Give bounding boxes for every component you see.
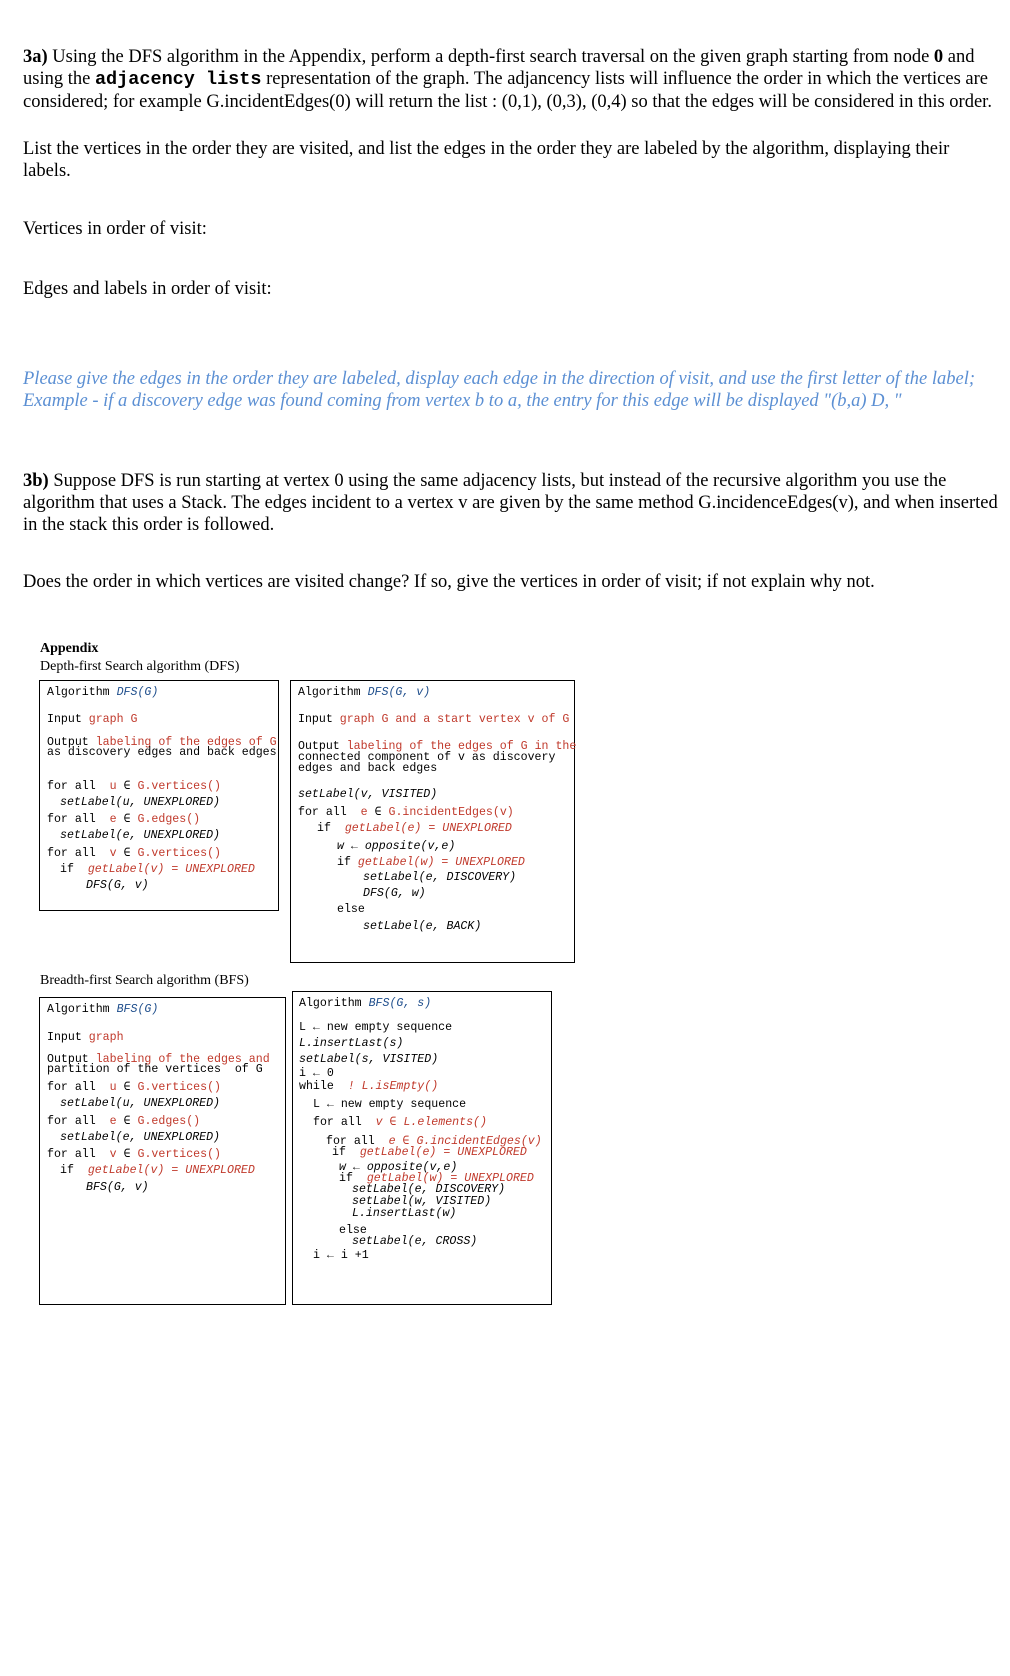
- appendix-title: Appendix: [40, 641, 99, 656]
- code-line: setLabel(s, VISITED): [299, 1053, 439, 1066]
- code-line: setLabel(e, UNEXPLORED): [60, 1131, 221, 1144]
- code-line: w ← opposite(v,e): [339, 1161, 458, 1174]
- q3b-question: Does the order in which vertices are visited change? If so, give the vertices in order of visit; if not explain why not.: [23, 572, 875, 592]
- code-line: for all e ∈ G.edges(): [47, 813, 201, 826]
- code-line: Input graph G and a start vertex v of G: [298, 713, 570, 726]
- bfs-heading: Breadth-first Search algorithm (BFS): [40, 973, 249, 988]
- bfs-main-box: [39, 997, 286, 1305]
- code-line: else: [339, 1224, 367, 1237]
- code-line: L.insertLast(s): [299, 1037, 404, 1050]
- code-line: if getLabel(w) = UNEXPLORED: [337, 856, 525, 869]
- code-line: Algorithm DFS(G): [47, 686, 159, 699]
- code-line: w ← opposite(v,e): [337, 840, 456, 853]
- code-line: for all v ∈ G.vertices(): [47, 1148, 222, 1161]
- code-line: Input graph: [47, 1031, 124, 1044]
- code-line: for all u ∈ G.vertices(): [47, 1081, 222, 1094]
- code-line: DFS(G, w): [363, 887, 426, 900]
- code-line: if getLabel(v) = UNEXPLORED: [60, 863, 255, 876]
- code-line: for all v ∈ G.vertices(): [47, 847, 222, 860]
- code-line: Input graph G: [47, 713, 138, 726]
- code-line: if getLabel(e) = UNEXPLORED: [332, 1146, 527, 1159]
- code-line: setLabel(e, DISCOVERY): [352, 1183, 506, 1196]
- bfs-rec-box: [292, 991, 552, 1305]
- code-line: for all v ∈ L.elements(): [313, 1116, 487, 1129]
- dfs-rec-box: [290, 680, 575, 963]
- code-line: Output labeling of the edges of G: [47, 736, 277, 749]
- code-line: setLabel(u, UNEXPLORED): [60, 796, 221, 809]
- code-line: setLabel(e, CROSS): [352, 1235, 478, 1248]
- code-line: L ← new empty sequence: [313, 1098, 467, 1111]
- code-line: i ← 0: [299, 1067, 334, 1080]
- code-line: if getLabel(e) = UNEXPLORED: [317, 822, 512, 835]
- code-line: setLabel(e, BACK): [363, 920, 482, 933]
- code-line: Algorithm BFS(G, s): [299, 997, 432, 1010]
- code-line: edges and back edges: [298, 762, 438, 775]
- code-line: partition of the vertices of G: [47, 1063, 263, 1076]
- code-line: for all e ∈ G.incidentEdges(v): [298, 806, 514, 819]
- code-line: L.insertLast(w): [352, 1207, 457, 1220]
- code-line: setLabel(e, DISCOVERY): [363, 871, 517, 884]
- code-line: if getLabel(w) = UNEXPLORED: [339, 1172, 534, 1185]
- code-line: as discovery edges and back edges: [47, 746, 277, 759]
- code-line: connected component of v as discovery: [298, 751, 556, 764]
- code-line: Algorithm DFS(G, v): [298, 686, 431, 699]
- code-line: BFS(G, v): [86, 1181, 149, 1194]
- code-line: setLabel(u, UNEXPLORED): [60, 1097, 221, 1110]
- vertices-label: Vertices in order of visit:: [23, 219, 207, 239]
- q3a-hint: Please give the edges in the order they are labeled, display each edge in the direction of visit, and use the first letter of the label; Example - if a discovery edge was found coming from vertex b to a, the entry for this edge will be displayed "(b,a) D, ": [23, 369, 975, 411]
- code-line: for all u ∈ G.vertices(): [47, 780, 222, 793]
- code-line: if getLabel(v) = UNEXPLORED: [60, 1164, 255, 1177]
- code-line: Output labeling of the edges of G in the: [298, 740, 577, 753]
- code-line: Output labeling of the edges and: [47, 1053, 270, 1066]
- code-line: setLabel(e, UNEXPLORED): [60, 829, 221, 842]
- code-line: Algorithm BFS(G): [47, 1003, 159, 1016]
- q3a-instruction: List the vertices in the order they are visited, and list the edges in the order they are labeled by the algorithm, displaying their labels.: [23, 139, 950, 181]
- code-line: L ← new empty sequence: [299, 1021, 453, 1034]
- q3a-statement: 3a) Using the DFS algorithm in the Appendix, perform a depth-first search traversal on the given graph starting from node 0 and using the adjacency lists representation of the graph. The adjancency lists will influence the order in which the vertices are considered; for example G.incidentEdges(0) will return the list : (0,1), (0,3), (0,4) so that the edges will be considered in this order.: [23, 47, 992, 112]
- dfs-heading: Depth-first Search algorithm (DFS): [40, 659, 240, 674]
- code-line: DFS(G, v): [86, 879, 149, 892]
- code-line: setLabel(w, VISITED): [352, 1195, 492, 1208]
- q3b-statement: 3b) Suppose DFS is run starting at vertex 0 using the same adjacency lists, but instead of the recursive algorithm you use the algorithm that uses a Stack. The edges incident to a vertex v are given by the same method G.incidenceEdges(v), and when inserted in the stack this order is followed.: [23, 471, 998, 535]
- dfs-main-box: [39, 680, 279, 911]
- code-line: for all e ∈ G.incidentEdges(v): [326, 1135, 542, 1148]
- code-line: i ← i +1: [313, 1249, 369, 1262]
- code-line: while ! L.isEmpty(): [299, 1080, 439, 1093]
- code-line: for all e ∈ G.edges(): [47, 1115, 201, 1128]
- code-line: setLabel(v, VISITED): [298, 788, 438, 801]
- q3b-label: 3b): [23, 471, 49, 491]
- edges-label: Edges and labels in order of visit:: [23, 279, 272, 299]
- code-line: else: [337, 903, 365, 916]
- q3a-label: 3a): [23, 47, 48, 67]
